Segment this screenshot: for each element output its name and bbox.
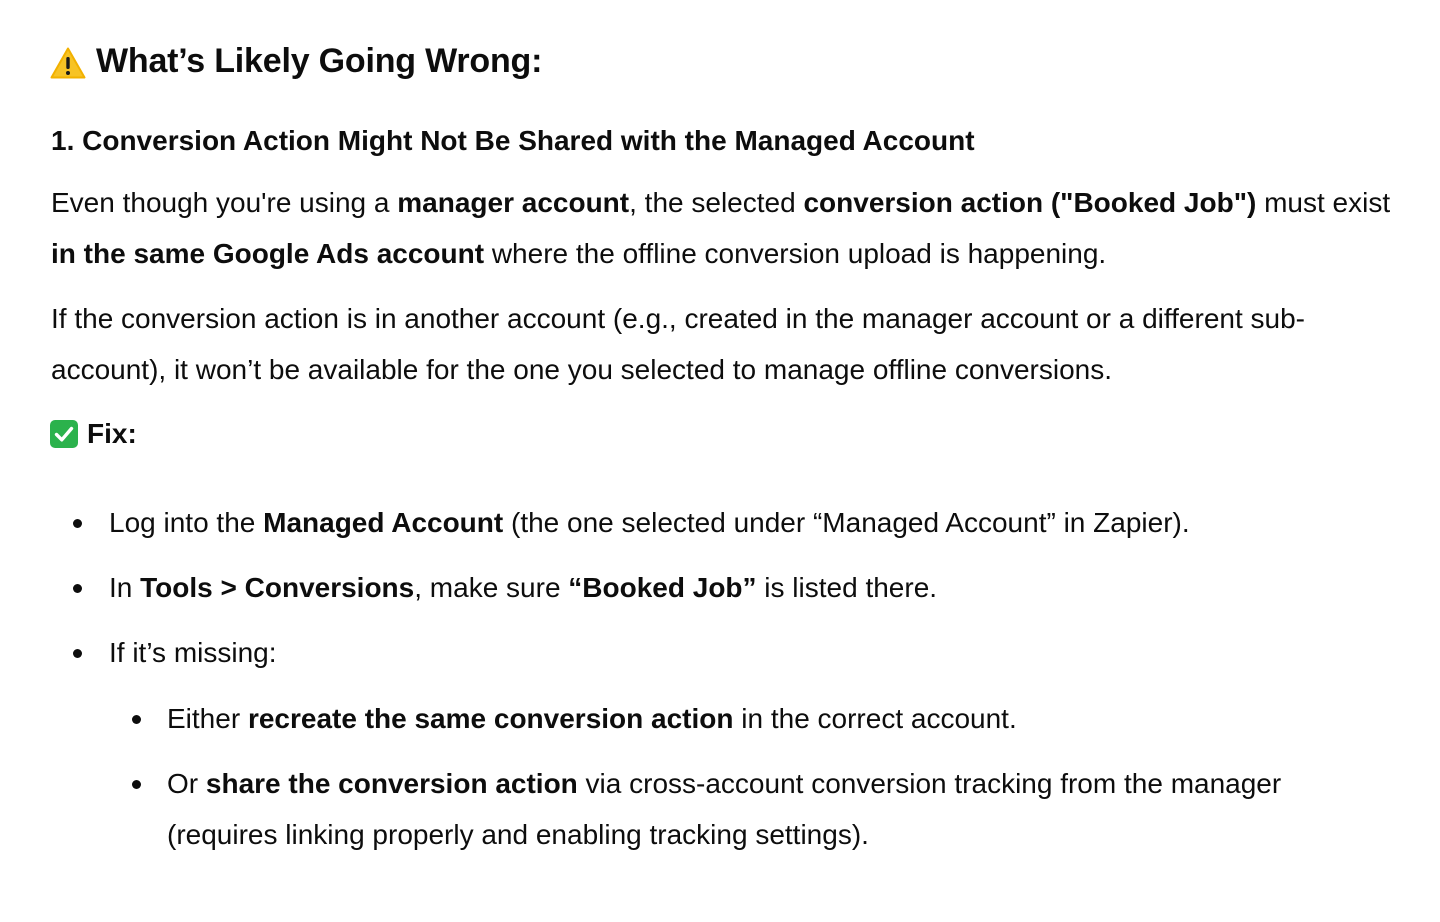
paragraph-shared-account	[51, 178, 1411, 279]
check-mark-icon	[50, 420, 78, 448]
bold-run: conversion action ("Booked Job")	[803, 187, 1257, 218]
text-run: , the selected	[629, 187, 804, 218]
sub-list-item	[167, 759, 1397, 860]
bullet-dot	[132, 780, 141, 789]
text-run: via cross-account conversion tracking from the manager (requires linking properly and enabling tracking settings).	[167, 768, 1282, 850]
fix-label: Fix:	[87, 418, 137, 449]
bold-run: manager account	[397, 187, 630, 218]
text-run: must exist	[1256, 187, 1391, 218]
bullet-dot	[73, 649, 82, 658]
section-heading-text: What’s Likely Going Wrong:	[96, 42, 543, 80]
sub-list-item	[167, 694, 1397, 745]
text-run: Even though you're using a	[51, 187, 398, 218]
text-run: (the one selected under “Managed Account” in Zapier).	[503, 507, 1190, 538]
bullet-dot	[73, 584, 82, 593]
text-run: in the correct account.	[733, 703, 1017, 734]
bold-run: “Booked Job”	[568, 572, 757, 603]
bold-run: recreate the same conversion action	[247, 703, 734, 734]
bullet-dot	[73, 519, 82, 528]
subsection-title: 1. Conversion Action Might Not Be Shared with the Managed Account	[51, 125, 975, 156]
text-run: If it’s missing:	[109, 637, 277, 668]
text-run: In	[109, 572, 141, 603]
bold-run: Tools > Conversions	[140, 572, 415, 603]
text-run: Either	[167, 703, 248, 734]
bold-run: in the same Google Ads account	[51, 237, 485, 269]
text-run: , make sure	[414, 572, 569, 603]
warning-icon	[50, 45, 86, 77]
list-item	[109, 563, 1409, 614]
fix-heading	[50, 414, 137, 454]
list-item	[109, 498, 1409, 549]
text-run: where the offline conversion upload is happening.	[484, 237, 1107, 269]
text-run: Or	[167, 768, 206, 799]
paragraph-other-account: If the conversion action is in another account (e.g., created in the manager account or a different sub-account), it won’t be available for the one you selected to manage offline conversions.	[51, 303, 1305, 385]
text-run: Log into the	[109, 507, 264, 538]
bullet-dot	[132, 715, 141, 724]
text-run: is listed there.	[756, 572, 938, 603]
bold-run: Managed Account	[263, 507, 504, 538]
list-item	[109, 628, 1409, 679]
bold-run: share the conversion action	[205, 768, 578, 799]
section-heading	[50, 38, 542, 84]
